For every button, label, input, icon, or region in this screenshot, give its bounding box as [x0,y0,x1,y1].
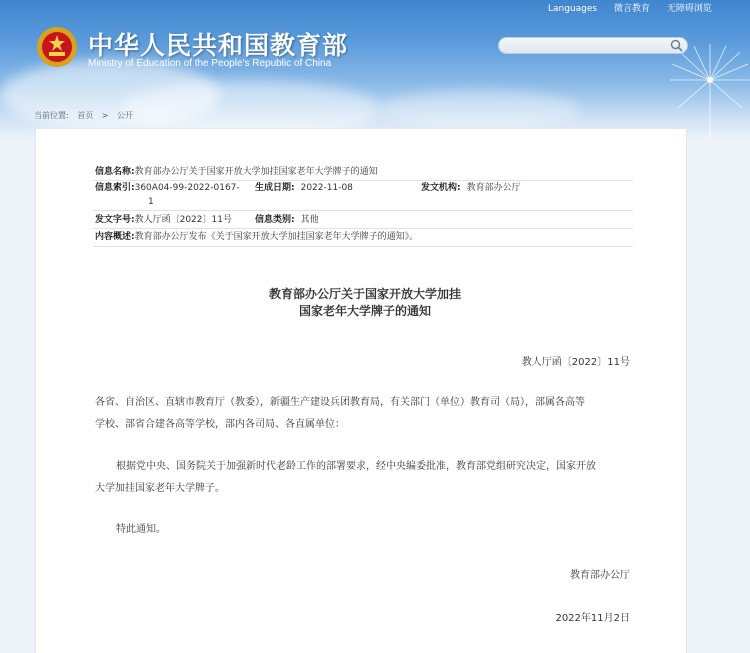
divider [93,210,633,211]
info-summary-label: 内容概述: [95,232,135,242]
breadcrumb-label: 当前位置: [34,111,69,120]
info-summary-value: 教育部办公厅发布《关于国家开放大学加挂国家老年大学牌子的通知》。 [134,232,419,242]
top-links [548,1,726,14]
breadcrumb-public[interactable]: 公开 [117,111,134,120]
issuer-signature: 教育部办公厅 [570,570,630,581]
info-index-row [95,182,240,194]
info-name-row [95,166,378,178]
info-category-label: 信息类别: [255,215,295,225]
info-date-label: 生成日期: [255,183,295,193]
recipients-line1: 各省、自治区、直辖市教育厅（教委），新疆生产建设兵团教育局，有关部门（单位）教育司（局），部属各高等 [95,397,585,408]
info-date-row [255,182,353,194]
site-subtitle: Ministry of Education of the People's Republic of China [88,58,332,69]
info-category-value: 其他 [300,215,319,225]
recipients-line2: 学校、部省合建各高等学校，部内各司局、各直属单位： [95,419,345,430]
search-input[interactable] [507,39,667,52]
info-name-label: 信息名称: [95,167,135,177]
info-index-label: 信息索引: [95,183,135,193]
breadcrumb [34,110,139,121]
divider [93,228,633,229]
breadcrumb-home[interactable]: 首页 [77,111,94,120]
body-line2: 大学加挂国家老年大学牌子。 [95,483,225,494]
breadcrumb-separator: > [101,111,109,120]
accessibility-link[interactable]: 无障碍浏览 [666,4,712,14]
article-title-line1: 教育部办公厅关于国家开放大学加挂 [268,287,461,301]
info-index-value: 360A04-99-2022-0167- [134,183,240,193]
search-icon[interactable] [670,39,683,52]
info-index-value-cont: 1 [148,197,154,207]
document-number: 教人厅函〔2022〕11号 [521,357,630,368]
cloud-decoration [380,90,580,130]
languages-link[interactable]: Languages [548,4,598,14]
info-summary-row [95,231,418,243]
body-line1: 根据党中央、国务院关于加强新时代老龄工作的部署要求，经中央编委批准，教育部党组研究决定，国家开放 [116,461,596,472]
info-name-value: 教育部办公厅关于国家开放大学加挂国家老年大学牌子的通知 [134,167,378,177]
divider [93,180,633,181]
info-docno-label: 发文字号: [95,215,135,225]
info-org-row [421,182,521,194]
issue-date: 2022年11月2日 [555,613,630,624]
dandelion-icon [660,40,750,140]
divider [93,246,633,247]
site-title: 中华人民共和国教育部 [88,31,349,60]
info-date-value: 2022-11-08 [300,183,353,193]
info-org-label: 发文机构: [421,183,461,193]
info-docno-row [95,214,232,226]
national-emblem-icon [36,26,78,68]
weiyan-link[interactable]: 微言教育 [613,4,650,14]
article-title-line2: 国家老年大学牌子的通知 [298,304,431,318]
search-box [498,37,688,54]
info-category-row [255,214,319,226]
info-docno-value: 教人厅函〔2022〕11号 [134,215,232,225]
closing-text: 特此通知。 [116,524,166,535]
info-org-value: 教育部办公厅 [466,183,521,193]
